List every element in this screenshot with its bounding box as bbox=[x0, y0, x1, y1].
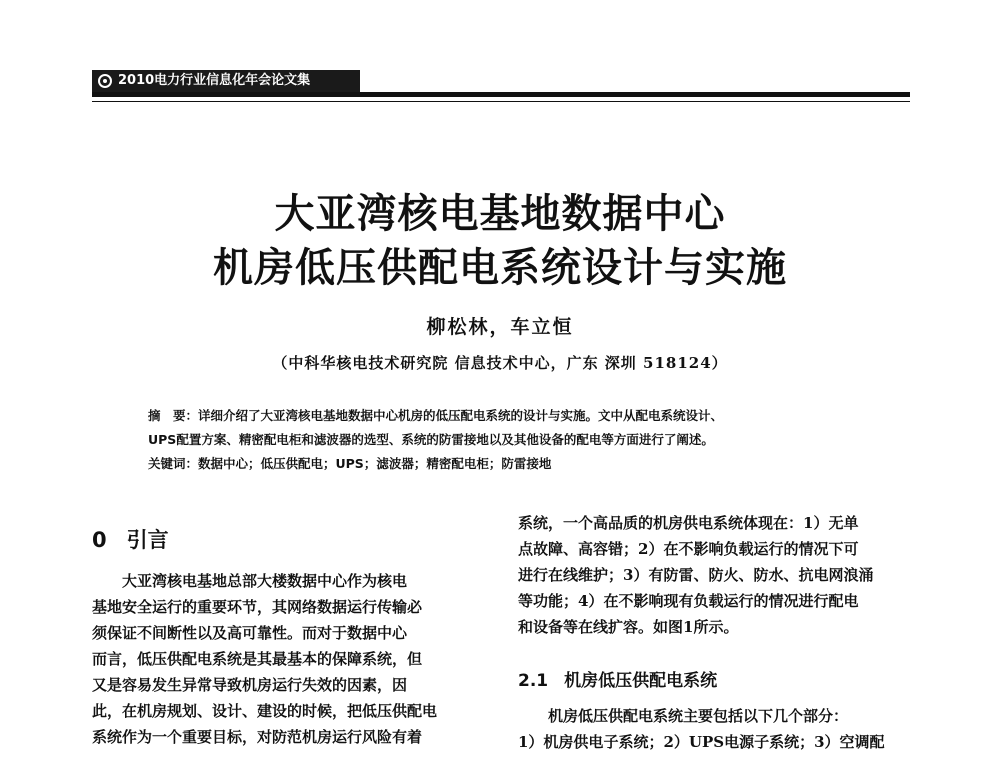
body-line: 此，在机房规划、设计、建设的时候，把低压供配电 bbox=[92, 702, 438, 720]
paper-title-line-2: 机房低压供配电系统设计与实施 bbox=[213, 244, 787, 291]
body-line: 又是容易发生异常导致机房运行失效的因素，因 bbox=[92, 676, 408, 694]
keywords: 关键词：数据中心；低压供配电；UPS；滤波器；精密配电柜；防雷接地 bbox=[148, 456, 552, 471]
body-line: 点故障、高容错；2）在不影响负载运行的情况下可 bbox=[518, 540, 859, 558]
proceedings-header-text: 2010电力行业信息化年会论文集 bbox=[118, 73, 311, 88]
body-line: 系统作为一个重要目标，对防范机房运行风险有着 bbox=[92, 728, 423, 746]
right-column-body bbox=[518, 510, 918, 640]
header-rule-thick bbox=[92, 92, 910, 97]
authors: 柳松林，车立恒 bbox=[426, 316, 574, 338]
body-line: 机房低压供配电系统主要包括以下几个部分： bbox=[548, 707, 849, 725]
body-line: 和设备等在线扩容。如图1所示。 bbox=[518, 618, 739, 636]
logo-icon bbox=[98, 74, 112, 88]
section-0-title: 引言 bbox=[126, 528, 169, 552]
header-rule-thin bbox=[92, 101, 910, 102]
section-0-heading bbox=[92, 524, 169, 554]
section-2-1-title: 机房低压供配电系统 bbox=[564, 671, 718, 691]
body-line: 系统，一个高品质的机房供电系统体现在：1）无单 bbox=[518, 514, 859, 532]
left-column-body bbox=[92, 568, 492, 750]
section-2-1-body bbox=[518, 703, 918, 755]
body-line: 而言，低压供配电系统是其最基本的保障系统，但 bbox=[92, 650, 423, 668]
abstract-line-1: 摘 要：详细介绍了大亚湾核电基地数据中心机房的低压配电系统的设计与实施。文中从配电系统设计、 bbox=[148, 408, 724, 423]
affiliation: （中科华核电技术研究院 信息技术中心，广东 深圳 518124） bbox=[272, 354, 728, 372]
section-0-number: 0 bbox=[92, 528, 107, 552]
body-line: 基地安全运行的重要环节，其网络数据运行传输必 bbox=[92, 598, 423, 616]
body-line: 进行在线维护；3）有防雷、防火、防水、抗电网浪涌 bbox=[518, 566, 874, 584]
body-line: 1）机房供电子系统；2）UPS电源子系统；3）空调配 bbox=[518, 733, 885, 751]
paper-title-line-1: 大亚湾核电基地数据中心 bbox=[274, 190, 726, 237]
section-2-1-number: 2.1 bbox=[518, 671, 549, 691]
body-line: 大亚湾核电基地总部大楼数据中心作为核电 bbox=[122, 572, 408, 590]
body-line: 须保证不间断性以及高可靠性。而对于数据中心 bbox=[92, 624, 408, 642]
proceedings-header-band bbox=[92, 70, 360, 92]
section-2-1-heading bbox=[518, 666, 717, 691]
abstract-line-2: UPS配置方案、精密配电柜和滤波器的选型、系统的防雷接地以及其他设备的配电等方面进行了阐述。 bbox=[148, 432, 714, 447]
body-line: 等功能；4）在不影响现有负载运行的情况进行配电 bbox=[518, 592, 859, 610]
